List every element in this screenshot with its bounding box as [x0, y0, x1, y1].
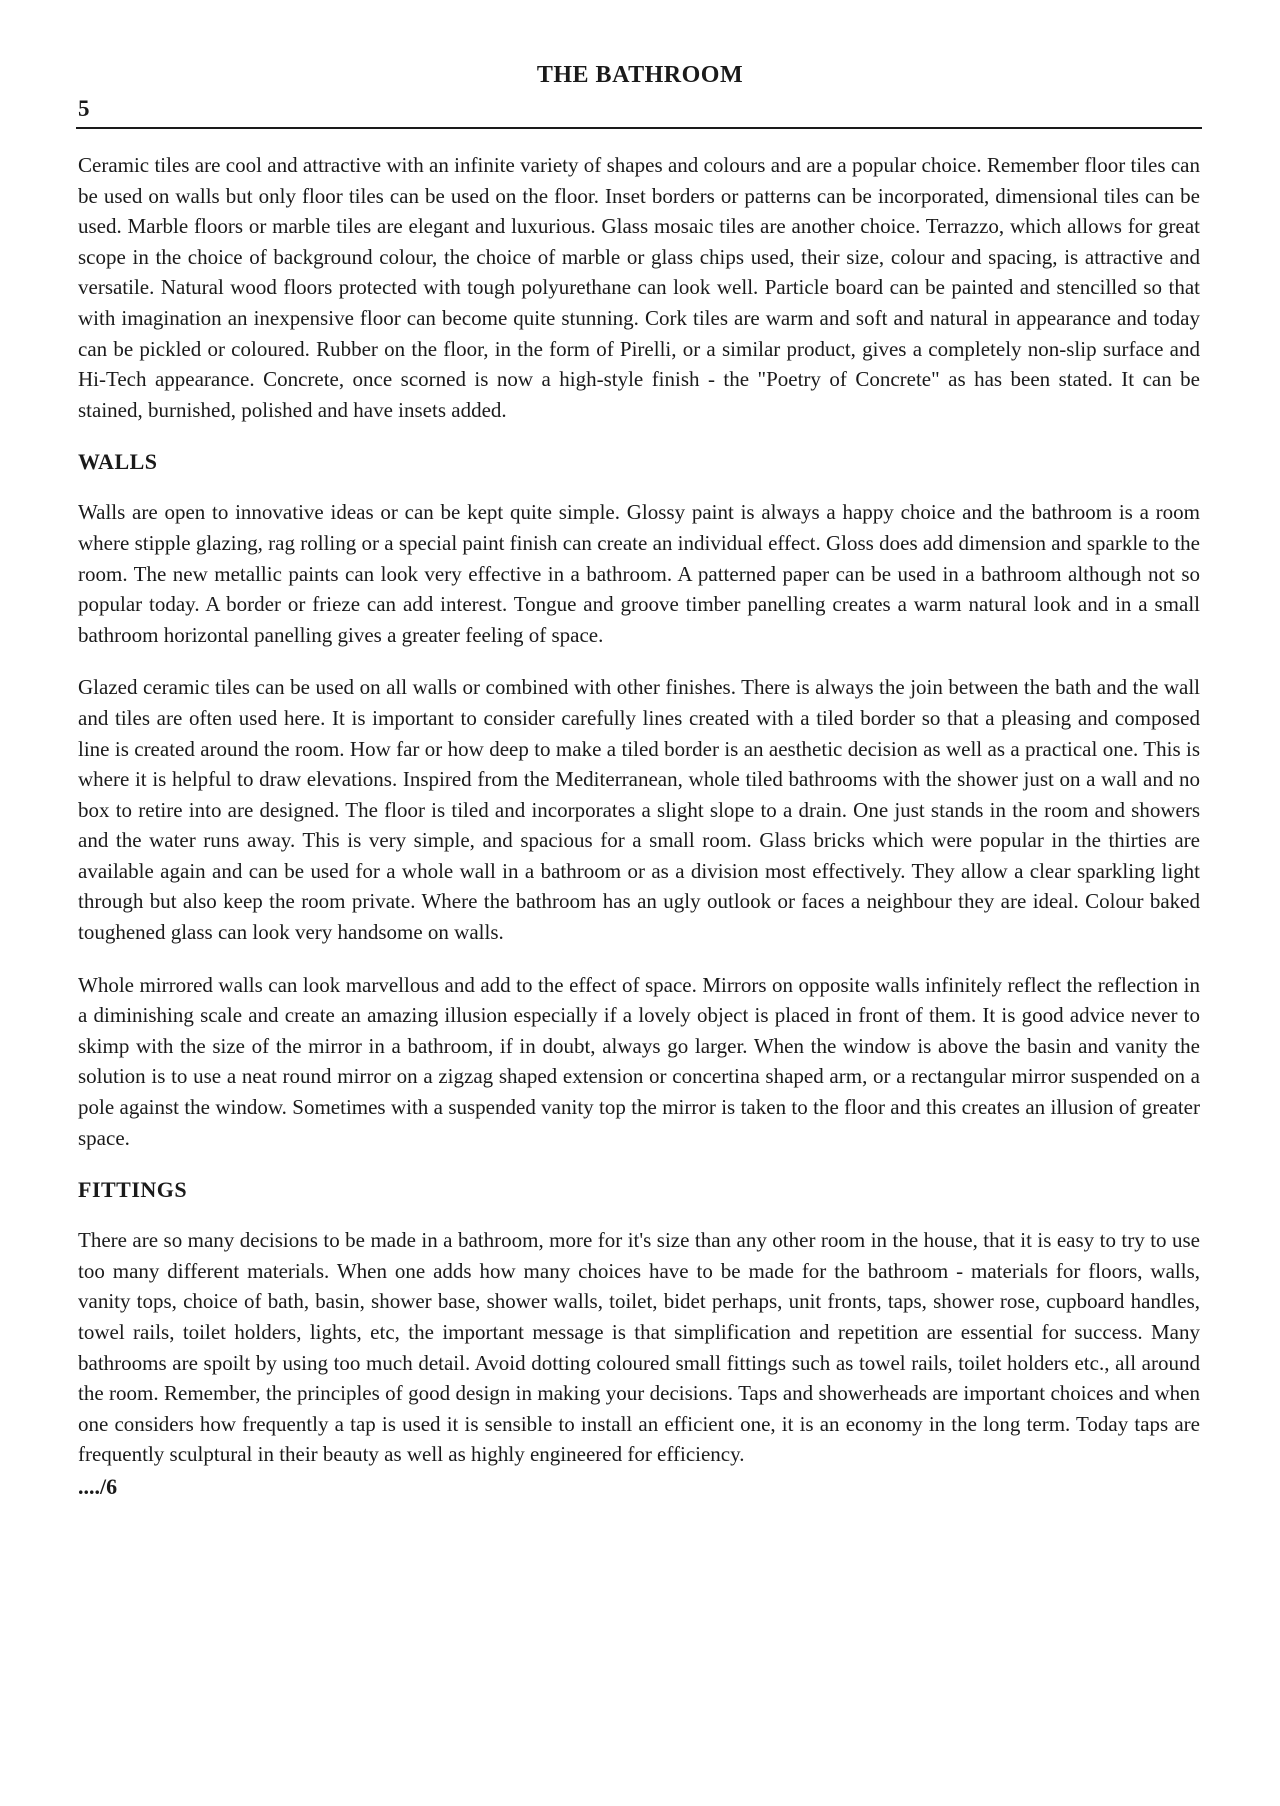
walls-paragraph-tiles: Glazed ceramic tiles can be used on all walls or combined with other finishes. There is always the join between the bath and the wall and tiles are often used here. It is important to consider carefully lines created with a tiled border so that a pleasing and composed line is created around the room. How far or how deep to make a tiled border is an aesthetic decision as well as a practical one. This is where it is helpful to draw elevations. Inspired from the Mediterranean, whole tiled bathrooms with the shower just on a wall and no box to retire into are designed. The floor is tiled and incorporates a slight slope to a drain. One just stands in the room and showers and the water runs away. This is very simple, and spacious for a small room. Glass bricks which were popular in the thirties are available again and can be used for a whole wall in a bathroom or as a division most effectively. They allow a clear sparkling light through but also keep the room private. Where the bathroom has an ugly outlook or faces a neighbour they are ideal. Colour baked toughened glass can look very handsome on walls. [78, 675, 1200, 945]
walls-paragraph-paint: Walls are open to innovative ideas or can be kept quite simple. Glossy paint is always a happy choice and the bathroom is a room where stipple glazing, rag rolling or a special paint finish can create an individual effect. Gloss does add dimension and sparkle to the room. The new metallic paints can look very effective in a bathroom. A patterned paper can be used in a bathroom although not so popular today. A border or frieze can add interest. Tongue and groove timber panelling creates a warm natural look and in a small bathroom horizontal panelling gives a greater feeling of space. [78, 500, 1200, 647]
running-head-title: THE BATHROOM [536, 62, 744, 88]
walls-heading: WALLS [78, 449, 158, 475]
continuation-marker: ..../6 [78, 1473, 118, 1499]
fittings-heading: FITTINGS [78, 1177, 188, 1203]
fittings-paragraph: There are so many decisions to be made in a bathroom, more for it's size than any other room in the house, that it is easy to try to use too many different materials. When one adds how many choices have to be made for the bathroom - materials for floors, walls, vanity tops, choice of bath, basin, shower base, shower walls, toilet, bidet perhaps, unit fronts, taps, shower rose, cupboard handles, towel rails, toilet holders, lights, etc, the important message is that simplification and repetition are essential for success. Many bathrooms are spoilt by using too much detail. Avoid dotting coloured small fittings such as towel rails, toilet holders etc., all around the room. Remember, the principles of good design in making your decisions. Taps and showerheads are important choices and when one considers how frequently a tap is used it is sensible to install an efficient one, it is an economy in the long term. Today taps are frequently sculptural in their beauty as well as highly engineered for efficiency. [78, 1228, 1200, 1467]
floors-paragraph: Ceramic tiles are cool and attractive with an infinite variety of shapes and colours and are a popular choice. Remember floor tiles can be used on walls but only floor tiles can be used on the floor. Inset borders or patterns can be incorporated, dimensional tiles can be used. Marble floors or marble tiles are elegant and luxurious. Glass mosaic tiles are another choice. Terrazzo, which allows for great scope in the choice of background colour, the choice of marble or glass chips used, their size, colour and spacing, is attractive and versatile. Natural wood floors protected with tough polyurethane can look well. Particle board can be painted and stencilled so that with imagination an inexpensive floor can become quite stunning. Cork tiles are warm and soft and natural in appearance and today can be pickled or coloured. Rubber on the floor, in the form of Pirelli, or a similar product, gives a completely non-slip surface and Hi-Tech appearance. Concrete, once scorned is now a high-style finish - the "Poetry of Concrete" as has been stated. It can be stained, burnished, polished and have insets added. [78, 153, 1200, 422]
page-number: 5 [78, 96, 90, 121]
walls-paragraph-mirrors: Whole mirrored walls can look marvellous and add to the effect of space. Mirrors on opposite walls infinitely reflect the reflection in a diminishing scale and create an amazing illusion especially if a lovely object is placed in front of them. It is good advice never to skimp with the size of the mirror in a bathroom, if in doubt, always go larger. When the window is above the basin and vanity the solution is to use a neat round mirror on a zigzag shaped extension or concertina shaped arm, or a rectangular mirror suspended on a pole against the window. Sometimes with a suspended vanity top the mirror is taken to the floor and this creates an illusion of greater space. [78, 972, 1200, 1150]
body-content [78, 150, 1200, 1500]
header-rule [76, 127, 1202, 129]
